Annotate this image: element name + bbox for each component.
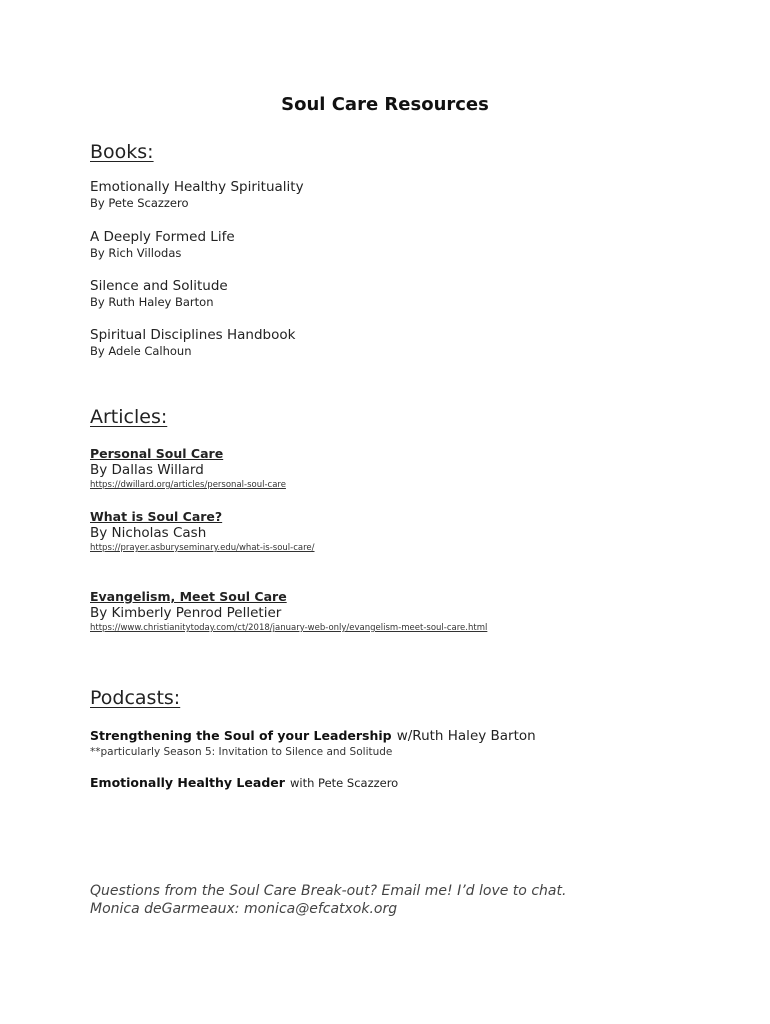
article-title-link[interactable]: Evangelism, Meet Soul Care [90,589,287,604]
article-author: By Dallas Willard [90,462,204,478]
podcast-item [90,726,536,759]
article-title-link[interactable]: What is Soul Care? [90,509,223,524]
article-item [90,446,286,492]
podcast-host: with Pete Scazzero [290,776,399,790]
podcast-title: Emotionally Healthy Leader [90,775,285,790]
article-title-link[interactable]: Personal Soul Care [90,446,224,461]
footer-question: Questions from the Soul Care Break-out? Email me! I’d love to chat. [90,883,567,899]
book-item [90,229,235,261]
book-item [90,278,228,310]
book-item [90,179,304,211]
book-author: By Adele Calhoun [90,344,192,358]
contact-footer [90,882,566,918]
article-url-link[interactable]: https://dwillard.org/articles/personal-soul-care [90,480,286,490]
book-title: A Deeply Formed Life [90,229,235,245]
article-item [90,509,315,555]
podcast-item [90,773,398,792]
footer-contact: Monica deGarmeaux: monica@efcatxok.org [90,901,398,917]
book-author: By Rich Villodas [90,246,182,260]
page-title: Soul Care Resources [281,94,489,115]
book-title: Silence and Solitude [90,278,228,294]
article-item [90,589,487,635]
book-author: By Pete Scazzero [90,196,189,210]
article-author: By Kimberly Penrod Pelletier [90,605,282,621]
books-heading: Books: [90,141,154,163]
articles-heading: Articles: [90,406,168,428]
book-author: By Ruth Haley Barton [90,295,214,309]
podcast-host: w/Ruth Haley Barton [396,728,536,744]
article-url-link[interactable]: https://www.christianitytoday.com/ct/2018/january-web-only/evangelism-meet-soul-care.html [90,623,488,633]
article-author: By Nicholas Cash [90,525,207,541]
podcast-title: Strengthening the Soul of your Leadership [90,728,392,743]
article-url-link[interactable]: https://prayer.asburyseminary.edu/what-is-soul-care/ [90,543,315,553]
podcasts-heading: Podcasts: [90,687,181,709]
book-title: Emotionally Healthy Spirituality [90,179,304,195]
podcast-note: **particularly Season 5: Invitation to Silence and Solitude [90,746,393,758]
book-title: Spiritual Disciplines Handbook [90,327,296,343]
book-item [90,327,295,359]
